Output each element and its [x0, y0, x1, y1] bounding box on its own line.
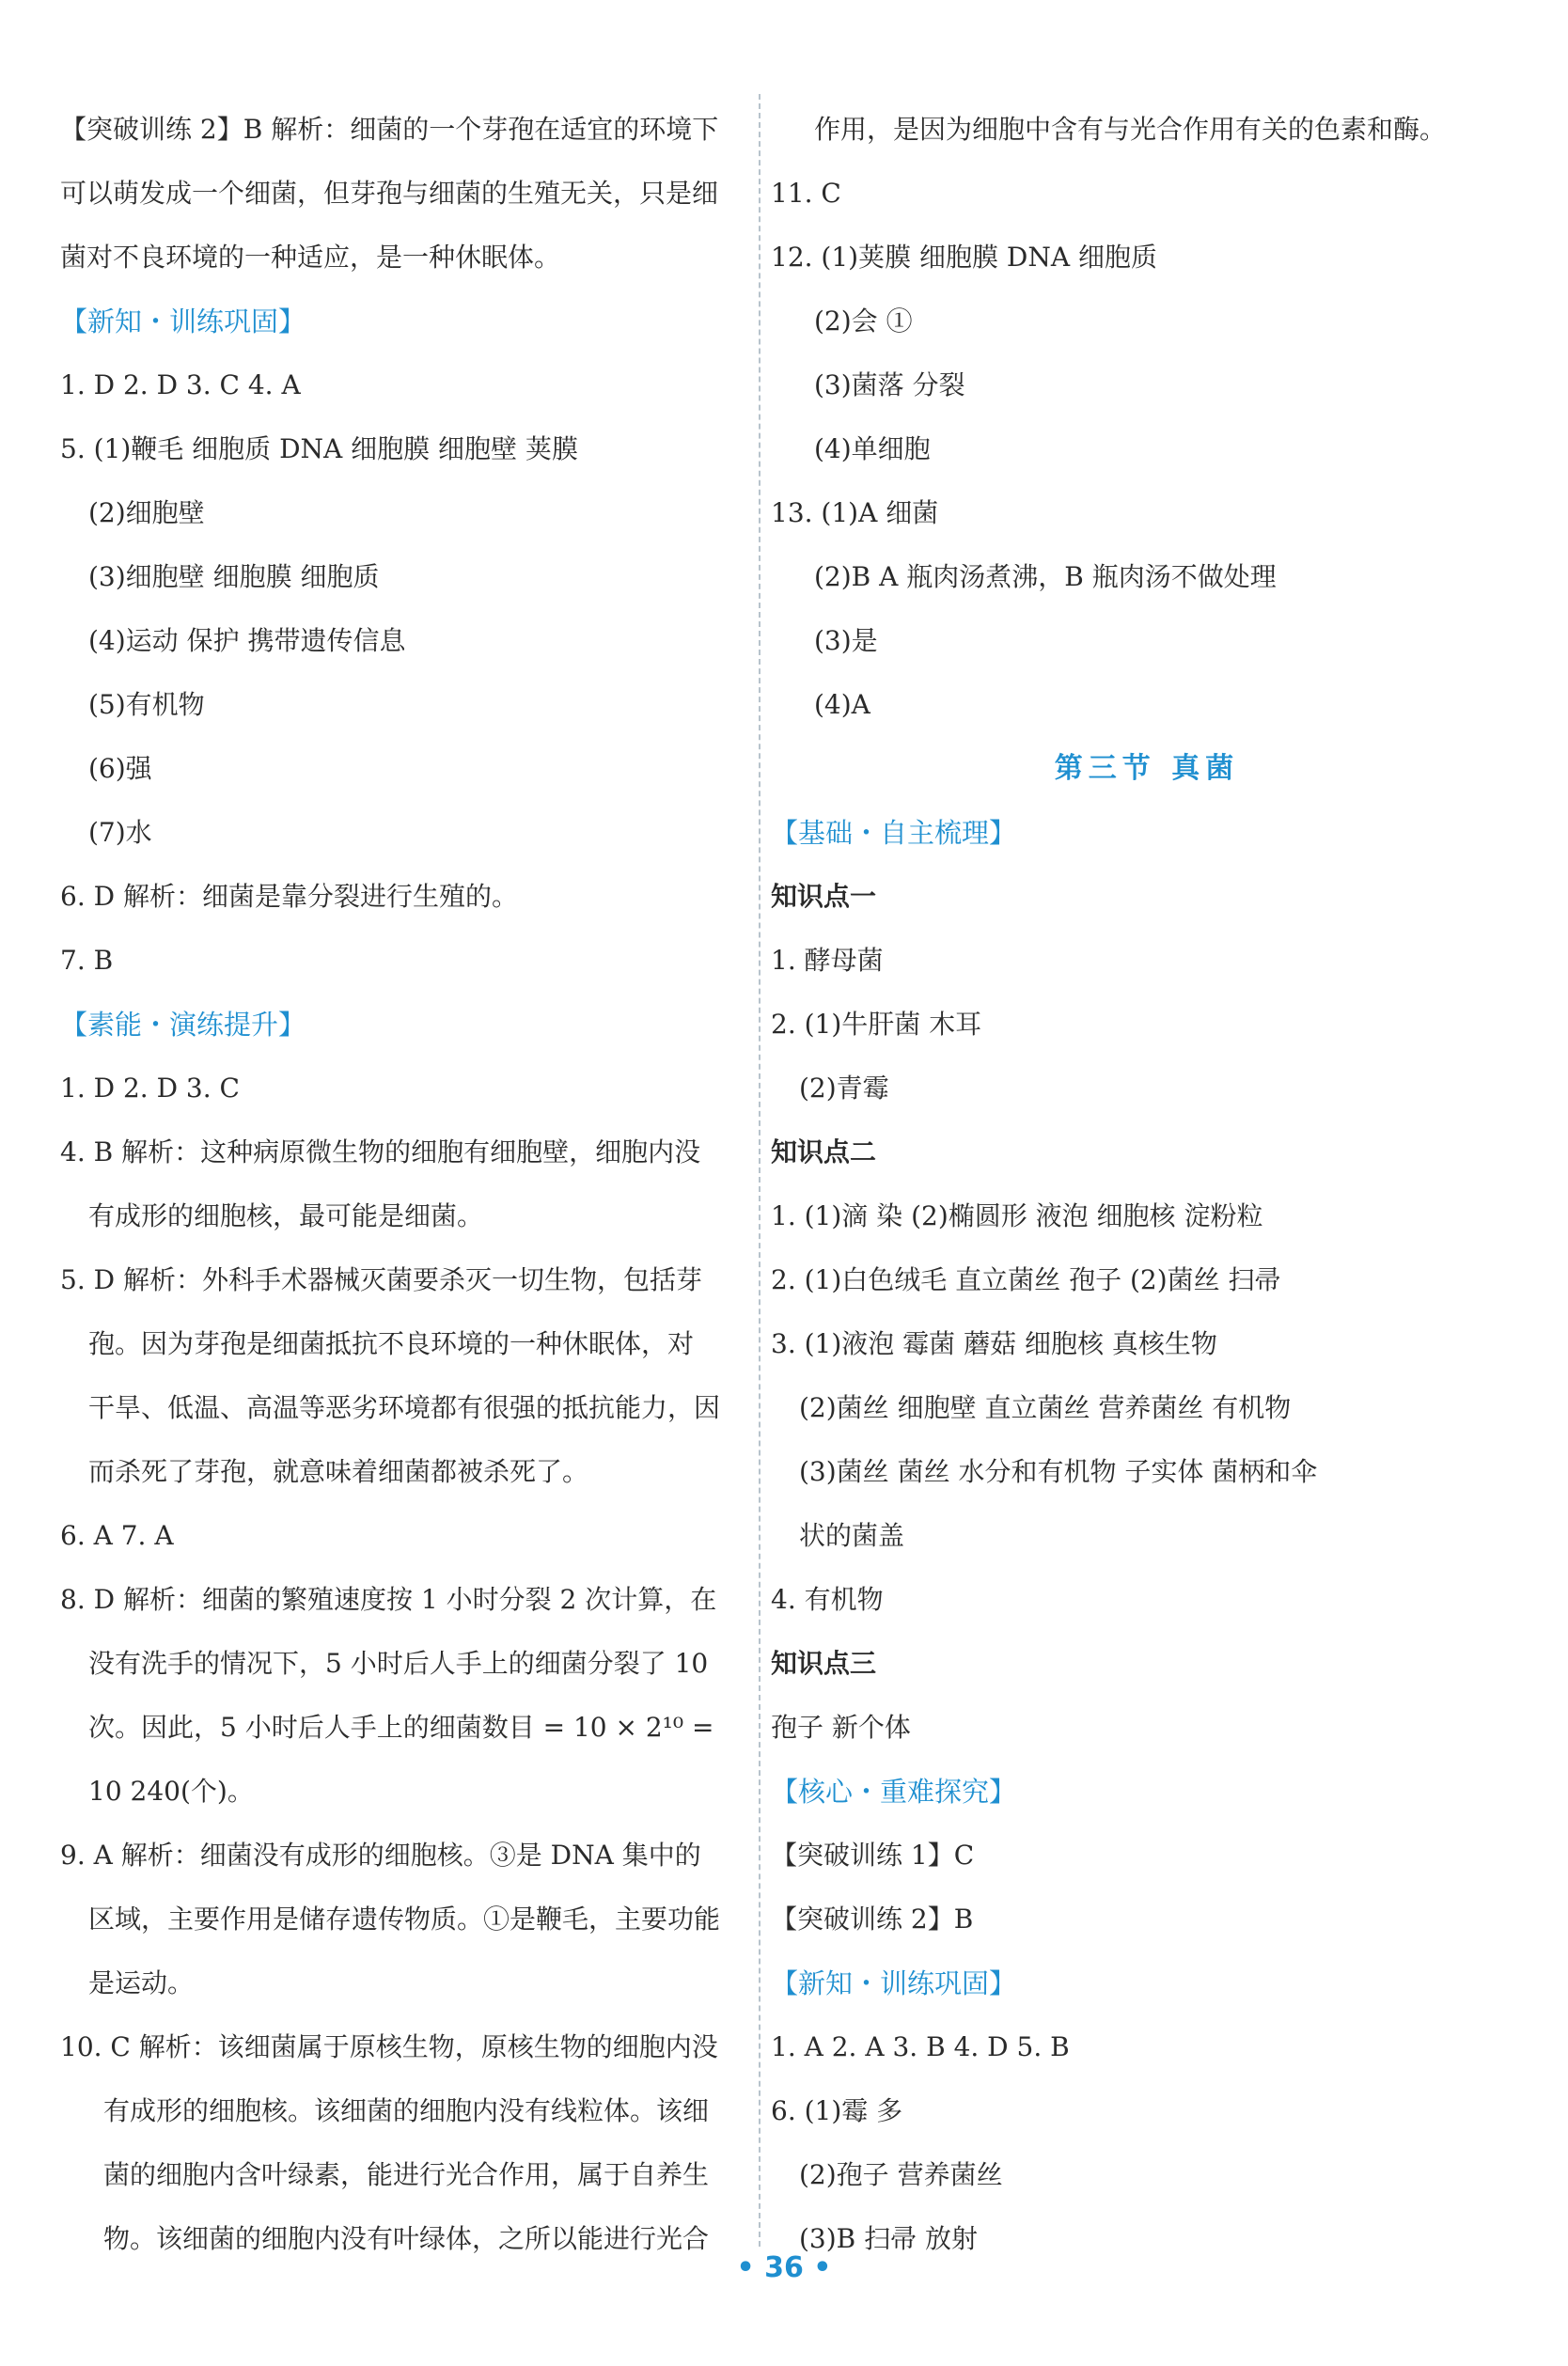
answer-line: 作用，是因为细胞中含有与光合作用有关的色素和酶。 — [814, 114, 1447, 145]
answer-line: 4. B 解析：这种病原微生物的细胞有细胞壁，细胞内没 — [60, 1136, 701, 1167]
answer-line: 1. (1)滴 染 (2)椭圆形 液泡 细胞核 淀粉粒 — [771, 1200, 1263, 1231]
answer-line: 7. B — [60, 945, 114, 976]
answer-line: (2)菌丝 细胞壁 直立菌丝 营养菌丝 有机物 — [799, 1392, 1292, 1423]
answer-line: 10 240(个)。 — [88, 1776, 254, 1807]
answer-line: 5. (1)鞭毛 细胞质 DNA 细胞膜 细胞壁 荚膜 — [60, 433, 578, 464]
answer-line: 1. A 2. A 3. B 4. D 5. B — [771, 2031, 1070, 2062]
section-header: 【新知・训练巩固】 — [771, 1967, 1017, 1999]
answer-line: 次。因此，5 小时后人手上的细菌数目 = 10 × 2¹⁰ = — [88, 1712, 714, 1743]
answer-line: 干旱、低温、高温等恶劣环境都有很强的抵抗能力，因 — [88, 1392, 721, 1423]
answer-line: 2. (1)牛肝菌 木耳 — [771, 1009, 982, 1040]
answer-line: 6. D 解析：细菌是靠分裂进行生殖的。 — [60, 881, 518, 912]
answer-line: 10. C 解析：该细菌属于原核生物，原核生物的细胞内没 — [60, 2031, 718, 2062]
answer-line: 9. A 解析：细菌没有成形的细胞核。③是 DNA 集中的 — [60, 1840, 701, 1871]
answer-line: (6)强 — [88, 753, 152, 784]
answer-line: 2. (1)白色绒毛 直立菌丝 孢子 (2)菌丝 扫帚 — [771, 1264, 1281, 1295]
answer-line: 5. D 解析：外科手术器械灭菌要杀灭一切生物，包括芽 — [60, 1264, 702, 1295]
section-title: 第三节 真菌 — [1054, 752, 1240, 785]
answer-line: (5)有机物 — [88, 689, 205, 720]
right-column — [771, 98, 1523, 2271]
answer-line: 有成形的细胞核，最可能是细菌。 — [88, 1200, 484, 1231]
answer-line: (3)是 — [814, 625, 878, 656]
answer-line: 没有洗手的情况下，5 小时后人手上的细菌分裂了 10 — [88, 1648, 709, 1679]
answer-line: 1. 酵母菌 — [771, 945, 884, 976]
answer-line: 区域，主要作用是储存遗传物质。①是鞭毛，主要功能 — [88, 1904, 721, 1935]
answer-line: 菌的细胞内含叶绿素，能进行光合作用，属于自养生 — [103, 2159, 710, 2190]
answer-line: 知识点一 — [771, 881, 877, 912]
answer-line: 【突破训练 2】B 解析：细菌的一个芽孢在适宜的环境下 — [60, 114, 719, 145]
answer-line: 11. C — [771, 178, 841, 209]
answer-line: 13. (1)A 细菌 — [771, 497, 939, 528]
left-column — [60, 98, 756, 2271]
section-header: 【基础・自主梳理】 — [771, 817, 1017, 849]
answer-line: 12. (1)荚膜 细胞膜 DNA 细胞质 — [771, 242, 1157, 273]
answer-line: (4)A — [814, 689, 870, 720]
answer-line: 知识点三 — [771, 1648, 877, 1679]
answer-line: 孢子 新个体 — [771, 1712, 911, 1743]
answer-line: (2)孢子 营养菌丝 — [799, 2159, 1003, 2190]
answer-line: (4)运动 保护 携带遗传信息 — [88, 625, 406, 656]
answer-line: (3)B 扫帚 放射 — [799, 2223, 979, 2254]
answer-line: 3. (1)液泡 霉菌 蘑菇 细胞核 真核生物 — [771, 1328, 1217, 1359]
answer-line: (7)水 — [88, 817, 152, 848]
answer-line: 有成形的细胞核。该细菌的细胞内没有线粒体。该细 — [103, 2095, 710, 2126]
column-divider — [759, 94, 760, 2247]
answer-line: 1. D 2. D 3. C 4. A — [60, 369, 301, 400]
answer-line: (3)菌丝 菌丝 水分和有机物 子实体 菌柄和伞 — [799, 1456, 1318, 1487]
answer-line: (3)细胞壁 细胞膜 细胞质 — [88, 561, 380, 592]
answer-line: 8. D 解析：细菌的繁殖速度按 1 小时分裂 2 次计算，在 — [60, 1584, 717, 1615]
section-header: 【素能・演练提升】 — [60, 1009, 306, 1041]
answer-line: 是运动。 — [88, 1967, 195, 1998]
answer-line: (2)B A 瓶肉汤煮沸，B 瓶肉汤不做处理 — [814, 561, 1277, 592]
answer-line: 知识点二 — [771, 1136, 877, 1167]
answer-line: 【突破训练 2】B — [771, 1904, 974, 1935]
answer-line: 可以萌发成一个细菌，但芽孢与细菌的生殖无关，只是细 — [60, 178, 719, 209]
answer-line: (3)菌落 分裂 — [814, 369, 965, 400]
answer-line: 【突破训练 1】C — [771, 1840, 975, 1871]
answer-line: (4)单细胞 — [814, 433, 931, 464]
answer-line: 6. A 7. A — [60, 1520, 174, 1551]
answer-line: 4. 有机物 — [771, 1584, 884, 1615]
section-header: 【核心・重难探究】 — [771, 1776, 1017, 1808]
answer-line: 1. D 2. D 3. C — [60, 1073, 240, 1104]
answer-line: 6. (1)霉 多 — [771, 2095, 903, 2126]
answer-line: 物。该细菌的细胞内没有叶绿体，之所以能进行光合 — [103, 2223, 710, 2254]
answer-line: (2)青霉 — [799, 1073, 889, 1104]
answer-line: 孢。因为芽孢是细菌抵抗不良环境的一种休眠体，对 — [88, 1328, 695, 1359]
answer-line: (2)细胞壁 — [88, 497, 205, 528]
section-header: 【新知・训练巩固】 — [60, 306, 306, 337]
page-number: • 36 • — [736, 2251, 832, 2284]
answer-line: 状的菌盖 — [799, 1520, 905, 1551]
answer-line: 而杀死了芽孢，就意味着细菌都被杀死了。 — [88, 1456, 589, 1487]
answer-line: (2)会 ① — [814, 306, 913, 337]
answer-line: 菌对不良环境的一种适应，是一种休眠体。 — [60, 242, 561, 273]
